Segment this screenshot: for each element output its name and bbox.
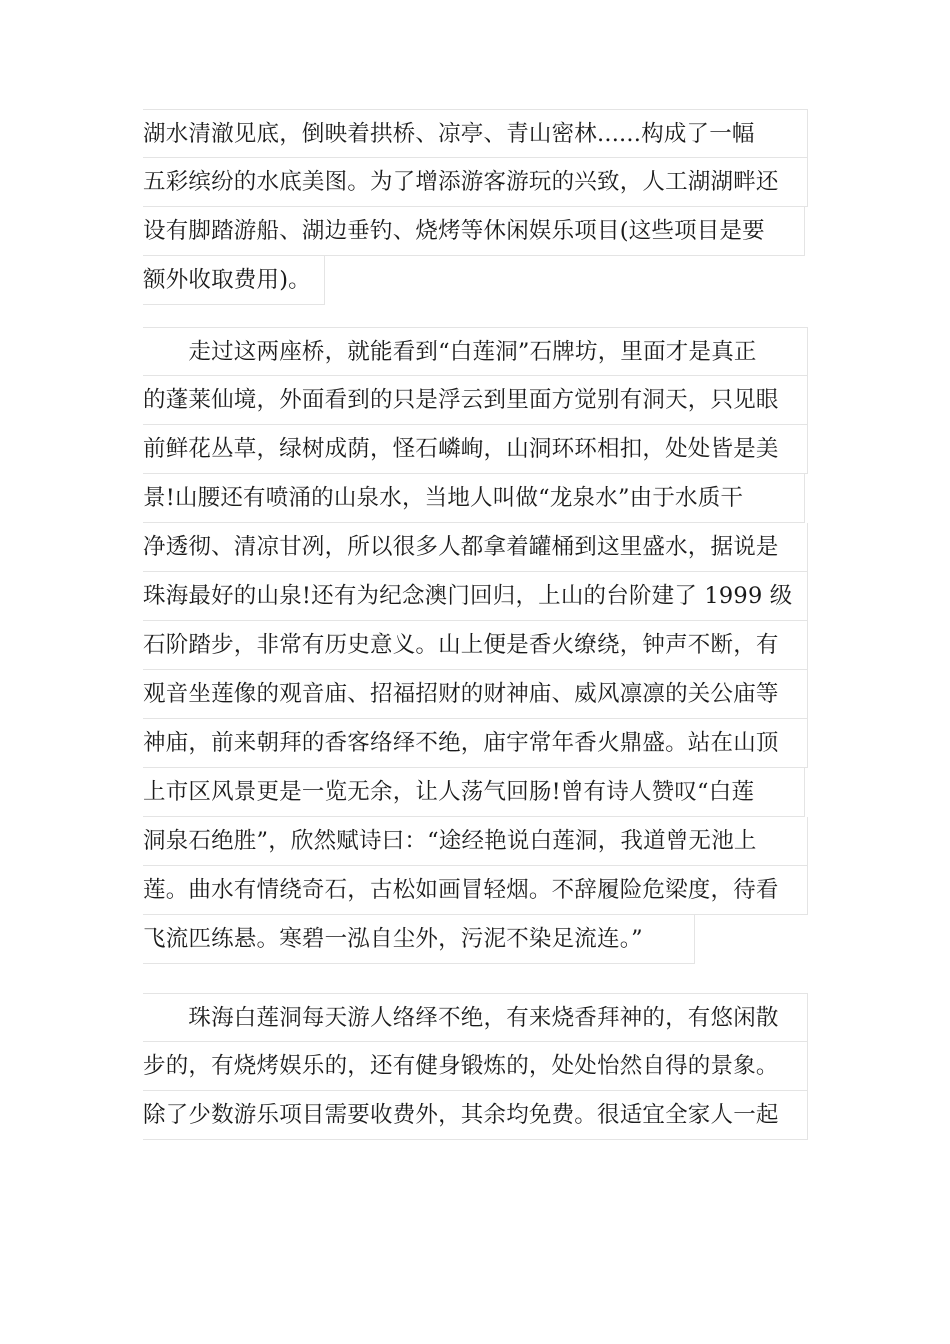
paragraph-lake (143, 109, 808, 305)
text-line: 上市区风景更是一览无余，让人荡气回肠!曾有诗人赞叹“白莲 (143, 768, 805, 817)
text-line: 景!山腰还有喷涌的山泉水，当地人叫做“龙泉水”由于水质干 (143, 474, 805, 523)
paragraph-visitors (143, 993, 808, 1140)
text-line: 额外收取费用)。 (143, 256, 325, 305)
text-line: 设有脚踏游船、湖边垂钓、烧烤等休闲娱乐项目(这些项目是要 (143, 207, 805, 256)
text-line: 走过这两座桥，就能看到“白莲洞”石牌坊，里面才是真正 (143, 327, 808, 376)
text-line: 五彩缤纷的水底美图。为了增添游客游玩的兴致，人工湖湖畔还 (143, 158, 808, 207)
text-line: 珠海最好的山泉!还有为纪念澳门回归，上山的台阶建了 1999 级 (143, 572, 808, 621)
text-line: 神庙，前来朝拜的香客络绎不绝，庙宇常年香火鼎盛。站在山顶 (143, 719, 808, 768)
text-line: 莲。曲水有情绕奇石，古松如画冒轻烟。不辞履险危梁度，待看 (143, 866, 808, 915)
text-line: 湖水清澈见底，倒映着拱桥、凉亭、青山密林......构成了一幅 (143, 109, 808, 158)
text-line: 珠海白莲洞每天游人络绎不绝，有来烧香拜神的，有悠闲散 (143, 993, 808, 1042)
text-line: 飞流匹练悬。寒碧一泓自尘外，污泥不染足流连。” (143, 915, 695, 964)
text-line: 净透彻、清凉甘冽，所以很多人都拿着罐桶到这里盛水，据说是 (143, 523, 808, 572)
text-line: 观音坐莲像的观音庙、招福招财的财神庙、威风凛凛的关公庙等 (143, 670, 808, 719)
text-line: 石阶踏步，非常有历史意义。山上便是香火缭绕，钟声不断，有 (143, 621, 808, 670)
text-line: 的蓬莱仙境，外面看到的只是浮云到里面方觉别有洞天，只见眼 (143, 376, 808, 425)
text-line: 前鲜花丛草，绿树成荫，怪石嶙峋，山洞环环相扣，处处皆是美 (143, 425, 808, 474)
text-line: 洞泉石绝胜”，欣然赋诗曰：“途经艳说白莲洞，我道曾无池上 (143, 817, 808, 866)
paragraph-bailian-cave (143, 327, 808, 964)
text-line: 步的，有烧烤娱乐的，还有健身锻炼的，处处怡然自得的景象。 (143, 1042, 808, 1091)
text-line: 除了少数游乐项目需要收费外，其余均免费。很适宜全家人一起 (143, 1091, 808, 1140)
